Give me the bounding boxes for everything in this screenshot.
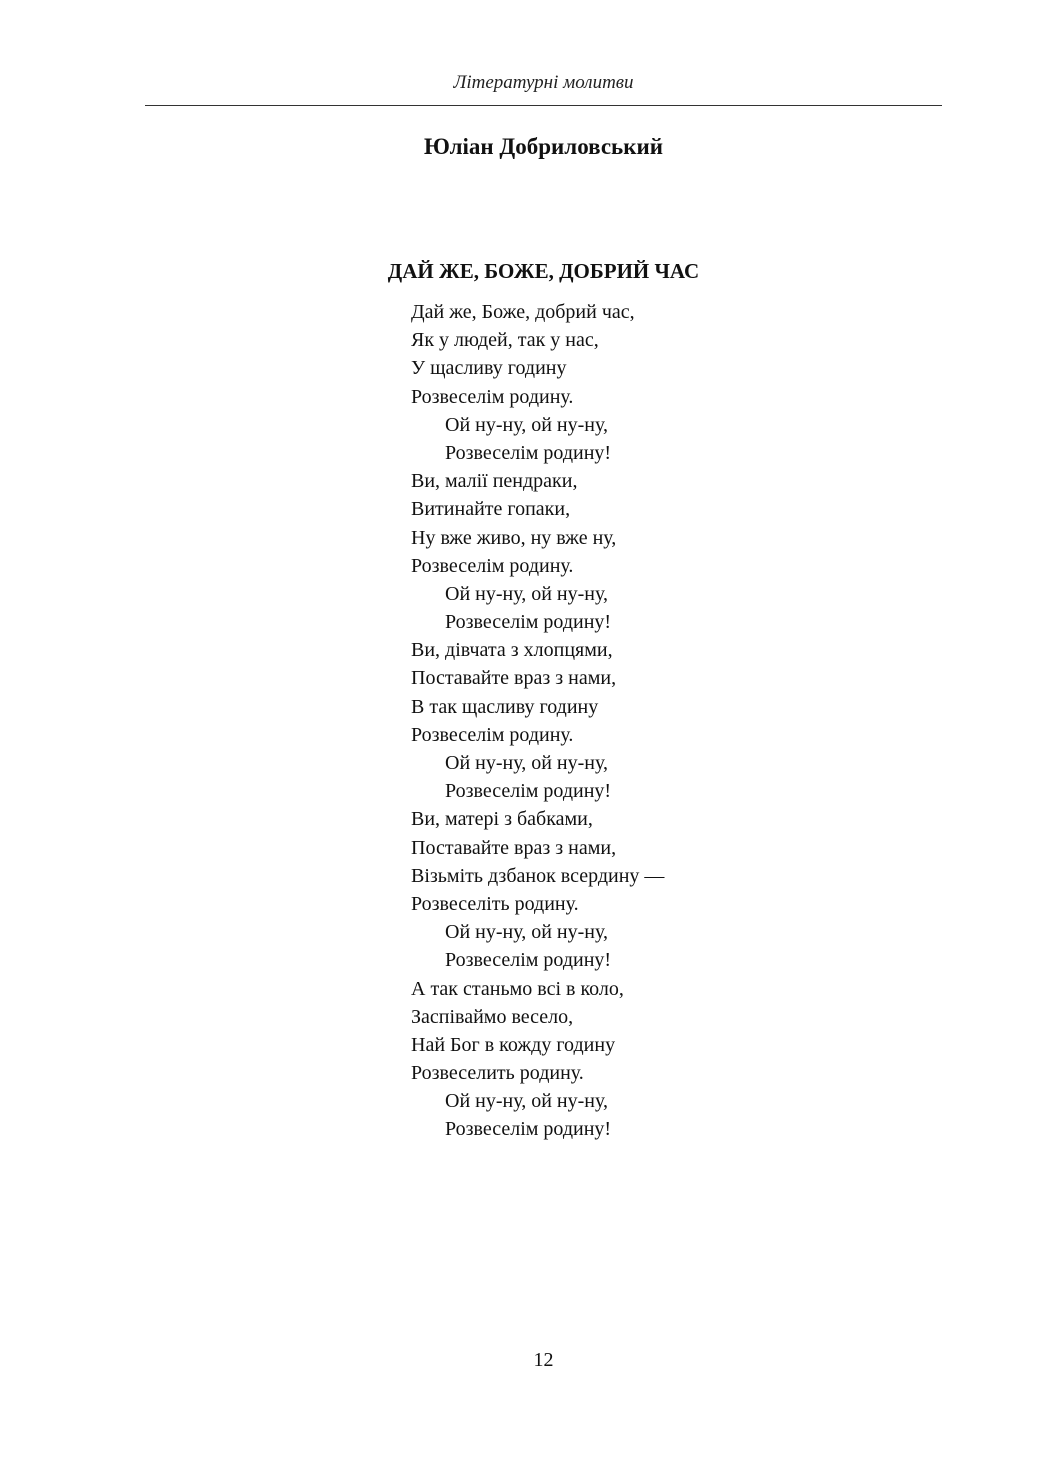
page-number: 12	[533, 1349, 554, 1371]
refrain-line: Ой ну-ну, ой ну-ну,	[445, 1090, 608, 1113]
running-header: Літературні молитви	[453, 72, 634, 93]
refrain-line: Розвеселім родину!	[445, 949, 612, 972]
verse-line: Ви, малії пендраки,	[411, 470, 578, 493]
verse-line: Поставайте враз з нами,	[411, 667, 617, 690]
refrain-line: Ой ну-ну, ой ну-ну,	[445, 582, 608, 605]
refrain-line: Розвеселім родину!	[445, 441, 612, 464]
verse-line: Ви, матері з бабками,	[411, 808, 593, 831]
verse-line: Дай же, Боже, добрий час,	[411, 301, 635, 323]
verse-line: Ви, дівчата з хлопцями,	[411, 639, 613, 662]
poem-body	[411, 298, 811, 1144]
verse-line: Поставайте враз з нами,	[411, 836, 617, 859]
verse-line: Ну вже живо, ну вже ну,	[411, 526, 617, 549]
refrain-line: Розвеселім родину!	[445, 780, 612, 803]
refrain-line: Ой ну-ну, ой ну-ну,	[445, 413, 608, 436]
verse-line: Візьміть дзбанок всердину —	[411, 864, 665, 887]
refrain-line: Ой ну-ну, ой ну-ну,	[445, 921, 608, 944]
verse-line: Най Бог в кожду годину	[411, 1033, 616, 1056]
header-rule	[145, 105, 942, 106]
verse-line: Витинайте гопаки,	[411, 498, 571, 521]
verse-line: В так щасливу годину	[411, 695, 599, 718]
verse-line: Заспіваймо весело,	[411, 1005, 574, 1028]
verse-line: Розвеселім родину.	[411, 385, 574, 408]
verse-line: Розвеселить родину.	[411, 1062, 584, 1085]
refrain-line: Розвеселім родину!	[445, 611, 612, 634]
refrain-line: Ой ну-ну, ой ну-ну,	[445, 752, 608, 774]
author-name: Юліан Добриловський	[424, 134, 663, 159]
verse-line: Як у людей, так у нас,	[411, 329, 599, 352]
poem-title: ДАЙ ЖЕ, БОЖЕ, ДОБРИЙ ЧАС	[387, 259, 700, 283]
verse-line: Розвеселім родину.	[411, 554, 574, 577]
refrain-line: Розвеселім родину!	[445, 1118, 612, 1141]
verse-line: Розвеселім родину.	[411, 723, 574, 746]
verse-line: Розвеселіть родину.	[411, 892, 579, 915]
verse-line: А так станьмо всі в коло,	[411, 977, 624, 1000]
verse-line: У щасливу годину	[411, 357, 567, 380]
